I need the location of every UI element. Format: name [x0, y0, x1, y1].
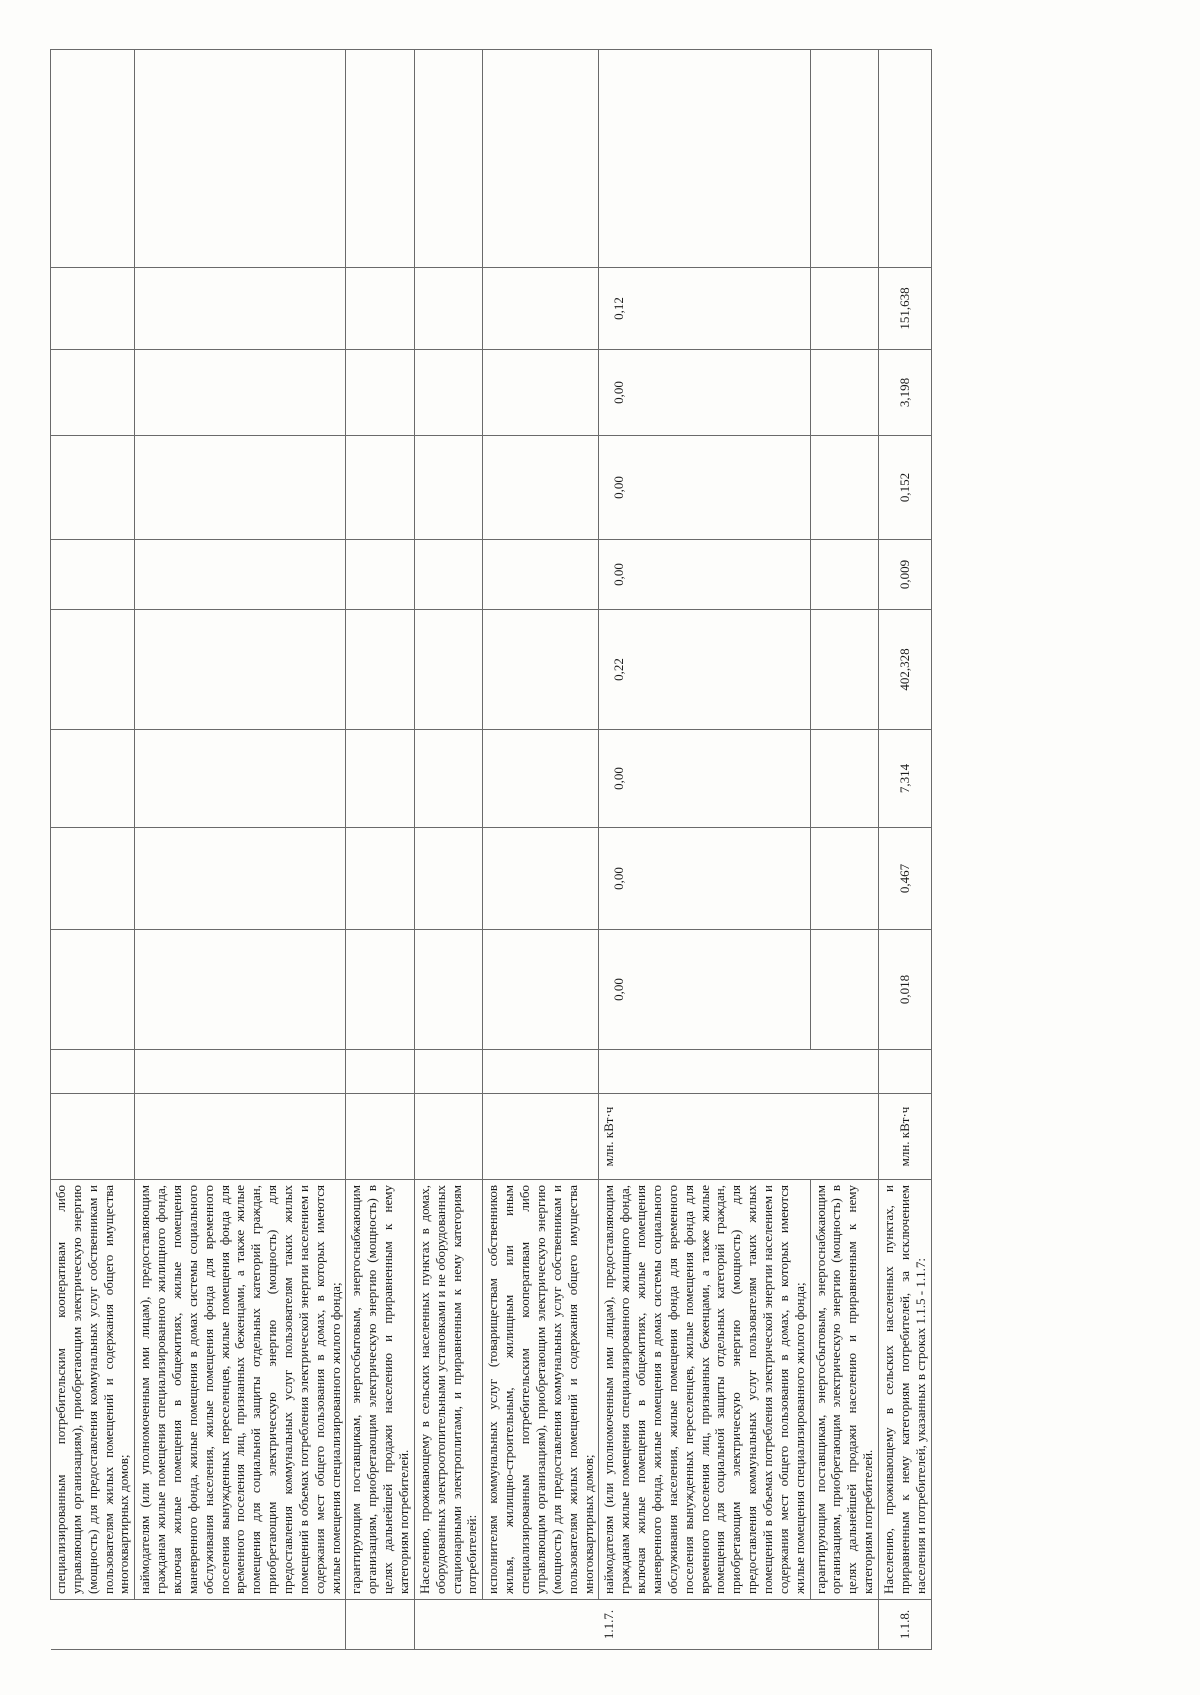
rotated-table-sheet — [50, 50, 1060, 1650]
table-row — [414, 50, 482, 1650]
row-description: Населению, проживающему в сельских населенных пунктах, и приравненным к нему категориям потребителей, за исключением населения и потребителей, указанных в строках 1.1.5 - 1.1.7: — [878, 1180, 931, 1600]
value-cell: 7,314 — [878, 730, 931, 828]
table-row — [810, 50, 878, 1650]
row-description: наймодателям (или уполномоченным ими лицам), предоставляющим гражданам жилые помещения специализированного жилищного фонда, включая жилые помещения в общежитиях, жилые помещения маневренного фонда, жилые помещения в домах системы социального обслуживания населения, жилые помещения фонда для временного поселения вынужденных переселенцев, жилые помещения фонда для временного поселения лиц, признанных беженцами, а также жилые помещения для социальной защиты отдельных категорий граждан, приобретающим электрическую энергию (мощность) для предоставления коммунальных услуг пользователям таких жилых помещений в объемах потребления электрической энергии населением и содержания мест общего пользования в домах, в которых имеются жилые помещения специализированного жилого фонда; — [599, 1180, 810, 1600]
value-cell: 0,00 — [599, 828, 810, 930]
row-description: Населению, проживающему в сельских населенных пунктах в домах, оборудованных электроотопительными установками и не оборудованных стационарными электроплитами, и приравненным к нему категориям потребителей: — [414, 1180, 482, 1600]
row-number — [414, 1600, 482, 1650]
table-row — [135, 50, 346, 1650]
row-number — [51, 1600, 135, 1650]
row-description: специализированным потребительским кооперативам либо управляющим организациям), приобретающим электрическую энергию (мощность) для предоставления коммунальных услуг собственникам и пользователям жилых помещений и содержания общего имущества многоквартирных домов; — [51, 1180, 135, 1600]
value-cell: 0,009 — [878, 540, 931, 610]
row-description: наймодателям (или уполномоченным ими лицам), предоставляющим гражданам жилые помещения специализированного жилищного фонда, включая жилые помещения в общежитиях, жилые помещения маневренного фонда, жилые помещения в домах системы социального обслуживания населения, жилые помещения фонда для временного поселения вынужденных переселенцев, жилые помещения фонда для временного поселения лиц, признанных беженцами, а также жилые помещения для социальной защиты отдельных категорий граждан, приобретающим электрическую энергию (мощность) для предоставления коммунальных услуг пользователям таких жилых помещений в объемах потребления электрической энергии населением и содержания мест общего пользования в домах, в которых имеются жилые помещения специализированного жилого фонда; — [135, 1180, 346, 1600]
row-number: 1.1.8. — [878, 1600, 931, 1650]
table-row — [51, 50, 135, 1650]
row-number: 1.1.7. — [599, 1600, 879, 1650]
table-row — [483, 50, 599, 1650]
row-number — [135, 1600, 346, 1650]
row-number — [483, 1600, 599, 1650]
value-cell: 3,198 — [878, 350, 931, 436]
row-description: исполнителям коммунальных услуг (товариществам собственников жилья, жилищно-строительным, жилищным или иным специализированным потребительским кооперативам либо управляющим организациям), приобретающим электрическую энергию (мощность) для предоставления коммунальных услуг собственникам и пользователям жилых помещений и содержания общего имущества многоквартирных домов; — [483, 1180, 599, 1600]
value-cell: 402,328 — [878, 610, 931, 730]
unit-label: млн. кВт·ч — [878, 1094, 931, 1180]
value-cell: 0,018 — [878, 930, 931, 1050]
row-description: гарантирующим поставщикам, энергосбытовым, энергоснабжающим организациям, приобретающим электрическую энергию (мощность) в целях дальнейшей продажи населению и приравненным к нему категориям потребителей. — [346, 1180, 414, 1600]
value-cell: 0,00 — [599, 436, 810, 540]
value-cell: 0,00 — [599, 540, 810, 610]
tariff-volume-table — [50, 49, 932, 1650]
unit-label: млн. кВт·ч — [599, 1094, 879, 1180]
table-row — [878, 50, 931, 1650]
value-cell: 0,467 — [878, 828, 931, 930]
value-cell: 0,00 — [599, 730, 810, 828]
value-cell: 151,638 — [878, 268, 931, 350]
table-row — [599, 50, 810, 1650]
row-description: гарантирующим поставщикам, энергосбытовым, энергоснабжающим организациям, приобретающим электрическую энергию (мощность) в целях дальнейшей продажи населению и приравненным к нему категориям потребителей. — [810, 1180, 878, 1600]
value-cell: 0,12 — [599, 268, 810, 350]
value-cell: 0,152 — [878, 436, 931, 540]
value-cell: 0,00 — [599, 350, 810, 436]
row-number — [346, 1600, 414, 1650]
value-cell: 0,22 — [599, 610, 810, 730]
table-row — [346, 50, 414, 1650]
value-cell: 0,00 — [599, 930, 810, 1050]
